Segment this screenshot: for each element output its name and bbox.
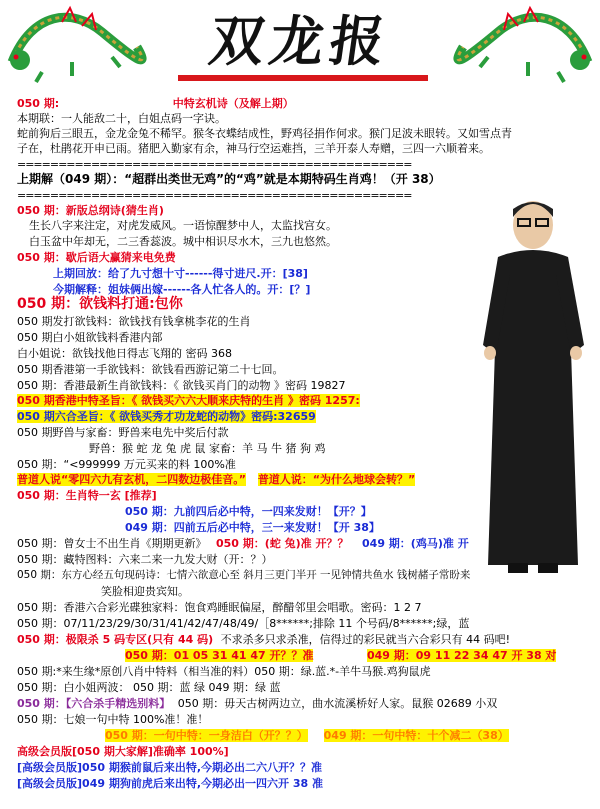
text-line: 050 期：曾女士不出生肖《期期更新》 050 期：(蛇 兔)准 开？？ 049 期：(鸡马)准 开: [17, 537, 469, 550]
text-line: 050 期：07/11/23/29/30/31/41/42/47/48/49/［8******;排除 11 个号码/8******;绿，蓝: [17, 617, 470, 630]
text-line: 050 期野兽与家畜：野兽来电先中奖后付款: [17, 426, 229, 439]
section-heading: 中特玄机诗（及解上期）: [172, 97, 294, 110]
text-line: 050 期：东方心经五句现码诗：七情六欲意心至 斜月三更门半开 一见钟情共鱼水 钱树赭子常盼来: [17, 569, 471, 581]
tip-line: 050 期：一句中特：一身洁白（开？？） 049 期：一句中特：十个减二（38）: [105, 729, 509, 742]
person-figure: [478, 195, 588, 585]
member-line: [高级会员版]049 期狗前虎后来出特,今期必出一四六开 38 准: [17, 777, 323, 790]
section-heading: 050 期：生肖特一玄 [推荐]: [17, 489, 157, 502]
separator: ================================================: [17, 189, 412, 202]
text-line: 050 期发打欲钱料：欲钱找有钱拿桃李花的生肖: [17, 315, 251, 328]
text-line: 子在，杜鹃花开申已雨。猪肥入勤家有余，神马行空运难挡，三羊开泰人寿赠，三四一六顺着来。: [17, 142, 490, 155]
highlight-line: 050 期六合圣旨：《 欲钱买秀才功龙蛇的动物》密码:32659: [17, 410, 316, 423]
issue-line: [17, 96, 294, 111]
text-line: 050 期：【六合杀手精选别料】 050 期：毋天古树两边立，曲水流溪桥好人家。鼠猴 02689 小双: [17, 697, 498, 710]
separator: ================================================: [17, 158, 412, 171]
highlight-line: 050 期香港中特圣旨：《 欲钱买六六大顺来庆特的生肖 》密码 1257:: [17, 394, 360, 407]
text-line: 蛇前狗后三眼五，金龙金兔不稀罕。猴冬衣蝶结成性，野鸡径捐作何求。猴门足波未眼转。又如雪点青: [17, 127, 512, 140]
dragon-right-icon: [440, 2, 598, 88]
text-line: 050 期：“<999999 万元买来的料 100%准: [17, 458, 236, 471]
page-title: 双龙报: [205, 9, 395, 73]
text-line: 050 期：香港最新生肖欲钱料：《 欲钱买肖门的动物 》密码 19827: [17, 379, 346, 392]
quote-line: 普道人说“零四六九有玄机，二四数边极佳音。” 普道人说：“为什么地球会转？”: [17, 473, 416, 486]
issue-label: 050 期:: [17, 97, 60, 110]
poem-line: 白玉盆中年却无，二三香蕊波。城中相识尽水木，三九也悠然。: [29, 235, 337, 248]
text-line: 本期联：一人能敌二十，白姐点码一字诀。: [17, 112, 226, 125]
text-line: 050 期：极限杀 5 码专区(只有 44 码) 不求杀多只求杀准，信得过的彩民就当六合彩只有 44 码吧!: [17, 633, 511, 646]
text-line: 050 期：藏特图料：六来二来一九发大财（开：？）: [17, 553, 273, 566]
riddle-line: 今期解释：姐妹俩出嫁------各人忙各人的。开：[？]: [53, 283, 311, 296]
riddle-line: 上期回放：给了九寸想十寸------得寸进尺.开：[38]: [53, 267, 308, 280]
header: [0, 0, 600, 92]
animals-line: 野兽：猴 蛇 龙 兔 虎 鼠 家畜：羊 马 牛 猪 狗 鸡: [89, 442, 326, 455]
text-line: 白小姐说：欲钱找他日得志飞翔的 密码 368: [17, 347, 232, 360]
text-line: 050 期香港第一手欲钱料：欲钱看西游记第二十七回。: [17, 363, 284, 376]
poem-line: 生长八字来注定，对虎发威风。一语惊醒梦中人，太监找宫女。: [29, 219, 337, 232]
text-line: 050 期：香港六合彩光碟独家料：饱食鸡睡眠偏屋，醉醋邻里会唱歌。密码：1 2 7: [17, 601, 422, 614]
member-heading: 高级会员版[050 期大家解]准确率 100%]: [17, 745, 229, 758]
text-line: 050 期：白小姐两波： 050 期：蓝 绿 049 期：绿 蓝: [17, 681, 281, 694]
section-heading: 050 期：歇后语大赢猜来电免费: [17, 251, 176, 264]
member-line: [高级会员版]050 期猴前鼠后来出特,今期必出二六八开？？准: [17, 761, 323, 774]
text-line: 050 期：七娘一句中特 100%准！准！: [17, 713, 209, 726]
title-underline: [178, 75, 428, 81]
section-heading: 050 期：新版总纲诗(猜生肖): [17, 204, 164, 217]
section-heading: 050 期：欲钱料打通:包你: [17, 296, 183, 312]
tip-line: 050 期：九前四后必中特，一四来发财！【开？】: [125, 505, 372, 518]
last-issue-answer: 上期解（049 期）：“超群出类世无鸡”的“鸡”就是本期特码生肖鸡！（开 38）: [17, 172, 441, 186]
text-line: 050 期:*来生缘*原创八肖中特料（相当准的料）050 期：绿.蓝.*-羊牛马猴.鸡狗鼠虎: [17, 665, 431, 678]
text-line: 050 期白小姐欲钱料香港内部: [17, 331, 163, 344]
text-line: 笑脸相迎贵宾知。: [101, 585, 189, 598]
text-line: 050 期：01 05 31 41 47 开？？准 049 期：09 11 22 34 47 开 38 对: [125, 649, 557, 662]
tip-line: 049 期：四前五后必中特，三一来发财！【开 38】: [125, 521, 380, 534]
dragon-left-icon: [2, 2, 160, 88]
